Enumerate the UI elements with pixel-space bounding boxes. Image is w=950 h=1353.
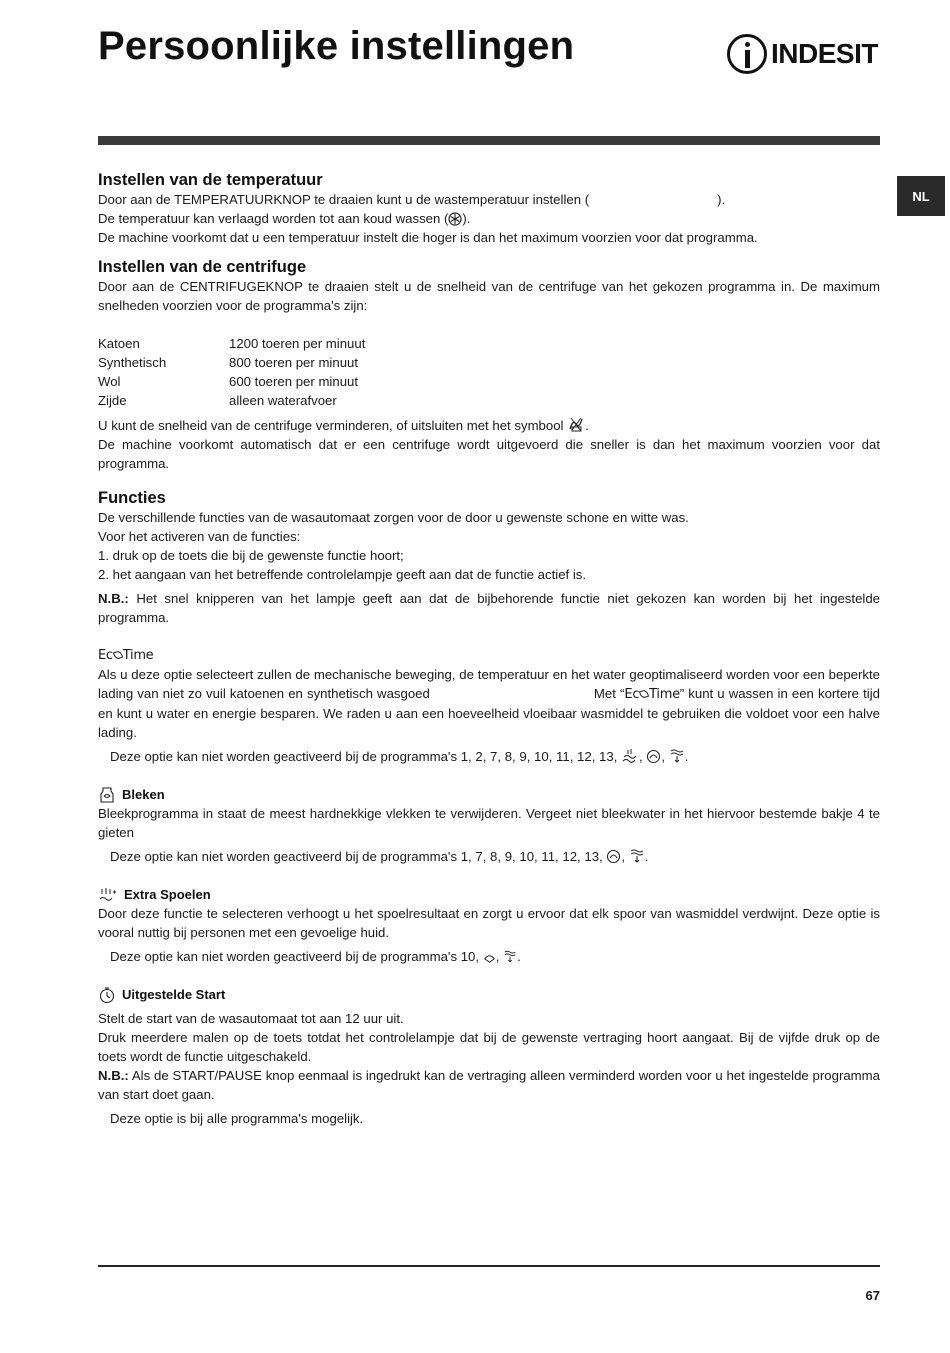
spin-reduce-text [98,415,880,473]
spin-auto-text: De machine voorkomt automatisch dat er een centrifuge wordt uitgevoerd die sneller is dan het maximum voorzien voor dat programma. [98,437,880,471]
spin-program-speed: alleen waterafvoer [229,393,337,408]
ecotime-inline-logo [624,687,679,702]
ecotime-logo-post: Time [122,648,154,663]
delay-note-label: N.B.: [98,1068,129,1083]
spin-program-speed: 800 toeren per minuut [229,355,359,370]
drain-program-icon [669,748,685,764]
ecotime-note-text: Deze optie kan niet worden geactiveerd bij de programma's 1, 2, 7, 8, 9, 10, 11, 12, 13, [110,749,618,764]
ecotime-quote-close: ” [679,686,685,701]
temperature-heading: Instellen van de temperatuur [98,171,323,189]
rinse-note [98,947,880,966]
functions-note-text: Het snel knipperen van het lampje geeft aan dat de bijbehorende functie niet gekozen kan worden bij het ingestelde programma. [98,591,881,625]
delay-note: Deze optie is bij alle programma's mogelijk. [110,1111,364,1126]
drain-program-icon [629,848,645,864]
no-spin-icon [567,415,585,433]
delay-timer-icon [98,986,116,1004]
ecotime-inline-pre: Ec [624,687,640,702]
cold-wash-icon [448,212,462,226]
rinse-heading [98,885,880,904]
spin-heading: Instellen van de centrifuge [98,258,307,276]
ecotime-text-2: kunt u wassen in een kortere tijd en kunt u water en energie besparen. We raden u aan een hoeveelheid vloeibaar wasmiddel te gebruiken die voldoet voor een halve lading. [98,686,880,740]
table-row [98,334,365,353]
ecotime-leaf-icon [113,650,123,660]
delay-heading [98,985,880,1004]
functions-intro-line1: De verschillende functies van de wasautomaat zorgen voor de door u gewenste schone en witte was. [98,510,689,525]
functions-heading: Functies [98,489,166,507]
spin-program-name: Zijde [98,393,127,408]
spin-program-name: Katoen [98,336,140,351]
main-content [98,170,880,1128]
page-title: Persoonlijke instellingen [98,24,575,68]
functions-intro-line2: Voor het activeren van de functies: [98,529,301,544]
temperature-text [98,190,880,247]
ecotime-note-end: . [684,749,689,764]
functions-step-2: 2. het aangaan van het betreffende controlelampje geeft aan dat de functie actief is. [98,567,587,582]
delay-text-1: Stelt de start van de wasautomaat tot aan 12 uur uit. [98,1011,404,1026]
brand-logo [727,34,878,74]
ecotime-quote-open: “ [620,686,625,701]
spin-program-name: Synthetisch [98,355,167,370]
page-number: 67 [865,1288,880,1303]
bleach-text: Bleekprogramma in staat de meest hardnekkige vlekken te verwijderen. Vergeet niet bleekwater in het hiervoor bestemde bakje 4 te gieten [98,806,880,840]
delay-note-text: Als de START/PAUSE knop eenmaal is ingedrukt kan de vertraging alleen verminderd worden voor u het ingestelde programma van start doet gaan. [98,1068,880,1102]
delay-text-2: Druk meerdere malen op de toets totdat het controlelampje dat bij de gewenste vertraging hoort aangaat. Bij de vijfde druk op de toets wordt de functie uitgeschakeld. [98,1030,880,1064]
rinse-heading-label: Extra Spoelen [124,887,211,902]
table-row [98,353,365,372]
bleach-heading [98,785,880,804]
spin-program-speed: 1200 toeren per minuut [229,336,366,351]
bleach-note-sep: , [621,849,626,864]
temperature-line1: Door aan de TEMPERATUURKNOP te draaien kunt u de wastemperatuur instellen ( [98,192,590,207]
ecotime-text-1: Als u deze optie selecteert zullen de mechanische beweging, de temperatuur en het water geoptimaliseerd worden voor een beperkte lading van niet zo vuil katoenen en synthetisch wasgoed [98,667,880,701]
ecotime-met: Met [593,686,616,701]
ecotime-note-sep1: , [639,749,643,764]
ecotime-inline-leaf-icon [639,689,649,699]
rinse-note-end: . [517,949,521,964]
wool-program-icon [621,748,639,764]
functions-note-label: N.B.: [98,591,129,606]
spin-program-speed: 600 toeren per minuut [229,374,359,389]
ecotime-text [98,665,880,742]
spin-reduce-line: U kunt de snelheid van de centrifuge verminderen, of uitsluiten met het symbool [98,418,564,433]
footer-divider [98,1265,880,1267]
ecotime-note [98,747,880,766]
drain-program-icon [503,949,517,964]
temperature-line2: De temperatuur kan verlaagd worden tot aan koud wassen ( [98,211,449,226]
spin-program-name: Wol [98,374,121,389]
brand-logo-icon [727,34,767,74]
temperature-line2-end: ). [462,211,471,226]
rinse-note-text: Deze optie kan niet worden geactiveerd bij de programma's 10, [110,949,480,964]
bleach-note-text: Deze optie kan niet worden geactiveerd bij de programma's 1, 7, 8, 9, 10, 11, 12, 13, [110,849,603,864]
silk-program-icon [606,849,621,864]
spin-intro: Door aan de CENTRIFUGEKNOP te draaien stelt u de snelheid van de centrifuge van het gekozen programma in. De maximum snelheden voorzien voor de programma's zijn: [98,279,880,313]
rinse-note-sep: , [495,949,500,964]
table-row [98,391,365,410]
silk-program-icon [483,951,496,964]
extra-rinse-icon [98,887,118,903]
ecotime-inline-post: Time [649,687,680,702]
spin-reduce-end: . [585,418,589,433]
bleach-icon [98,786,116,804]
brand-name: INDESIT [771,38,878,69]
spin-speed-table [98,334,365,410]
bleach-note [98,847,880,866]
functions-intro [98,508,880,584]
functions-note [98,589,880,627]
ecotime-logo [98,646,880,665]
table-row [98,372,365,391]
delay-heading-label: Uitgestelde Start [122,987,226,1002]
temperature-line3: De machine voorkomt dat u een temperatuur instelt die hoger is dan het maximum voorzien voor dat programma. [98,230,758,245]
bleach-note-end: . [644,849,649,864]
language-tab: NL [897,176,945,216]
silk-program-icon [646,749,661,764]
temperature-line1-end: ). [717,192,726,207]
functions-step-1: 1. druk op de toets die bij de gewenste functie hoort; [98,548,404,563]
delay-text [98,1009,880,1104]
ecotime-logo-pre: Ec [98,648,113,663]
bleach-heading-label: Bleken [122,787,165,802]
header-divider [98,136,880,145]
ecotime-note-sep2: , [661,749,666,764]
rinse-text: Door deze functie te selecteren verhoogt u het spoelresultaat en zorgt u ervoor dat elk spoor van wasmiddel verdwijnt. Deze optie is vooral nuttig bij personen met een gevoelige huid. [98,906,880,940]
